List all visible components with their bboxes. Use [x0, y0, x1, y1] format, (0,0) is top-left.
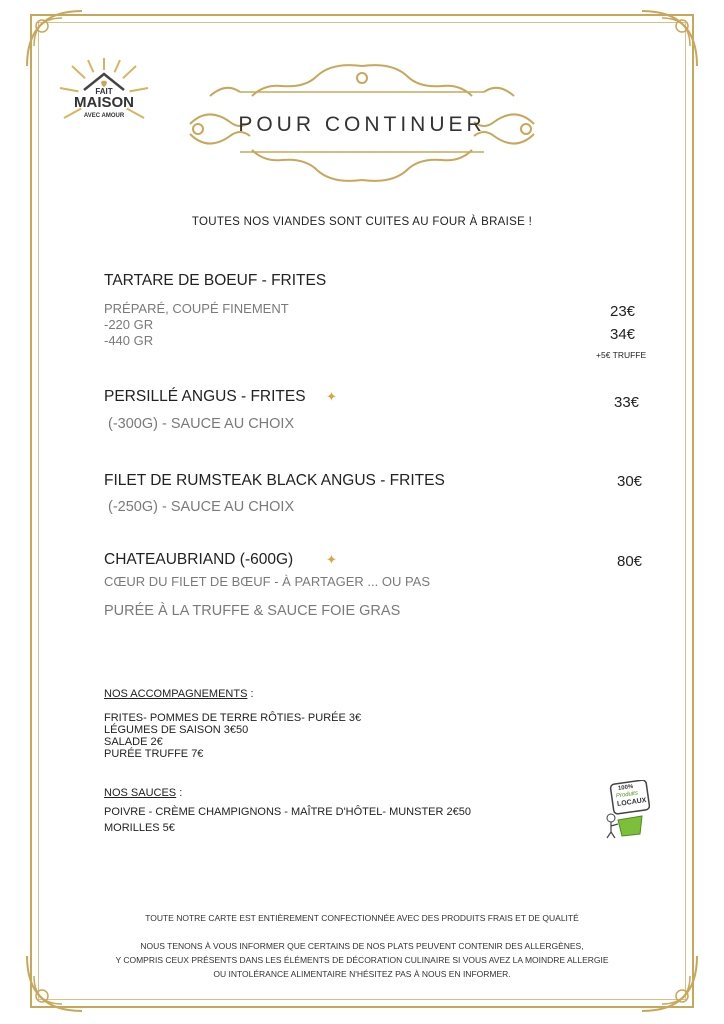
corner-ornament-top-right: [632, 6, 702, 76]
dish-desc-tartare-440: -440 GR: [104, 333, 154, 348]
badge-line2: MAISON: [74, 94, 134, 111]
price-tartare-440: 34€: [610, 326, 636, 343]
dish-name-persille: PERSILLÉ ANGUS - FRITES: [104, 388, 306, 405]
notice-braise: TOUTES NOS VIANDES SONT CUITES AU FOUR À BRAISE !: [191, 216, 533, 228]
price-rumsteak: 30€: [617, 473, 643, 490]
footer-allergen-line2: Y COMPRIS CEUX PRÉSENTS DANS LES ÉLÉMENTS DE DÉCORATION CULINAIRE SI VOUS AVEZ LA MOINDRE ALLERGIE: [115, 955, 609, 965]
dish-name-chateaubriand: CHATEAUBRIAND (-600G): [104, 551, 294, 568]
local-badge-line3: LOCAUX: [616, 796, 647, 809]
badge-line1: FAIT: [95, 87, 113, 96]
dish-desc-chateaubriand-sauce: PURÉE À LA TRUFFE & SAUCE FOIE GRAS: [104, 603, 401, 619]
footer-quality: TOUTE NOTRE CARTE EST ENTIÈREMENT CONFECTIONNÉE AVEC DES PRODUITS FRAIS ET DE QUALITÉ: [145, 913, 579, 923]
local-badge-line1: 100%: [617, 783, 634, 793]
dish-desc-persille: (-300G) - SAUCE AU CHOIX: [108, 416, 295, 432]
dish-desc-tartare-220: -220 GR: [104, 317, 154, 332]
accompagnements-heading-text: NOS ACCOMPAGNEMENTS: [104, 688, 248, 700]
accompagnements-heading: [104, 688, 254, 700]
price-persille: 33€: [614, 394, 640, 411]
sauces-heading-text: NOS SAUCES: [104, 787, 177, 799]
accompagnements-heading-colon: :: [247, 688, 254, 700]
price-tartare-220: 23€: [610, 303, 636, 320]
accompagnement-line: PURÉE TRUFFE 7€: [104, 748, 204, 760]
badge-line3: AVEC AMOUR: [83, 113, 125, 119]
sauces-heading: [104, 787, 182, 799]
footer-allergen-line3: OU INTOLÉRANCE ALIMENTAIRE N'HÉSITEZ PAS À NOUS EN INFORMER.: [213, 969, 511, 979]
dish-desc-chateaubriand: CŒUR DU FILET DE BŒUF - À PARTAGER ... OU PAS: [104, 574, 431, 589]
dish-name-tartare: TARTARE DE BOEUF - FRITES: [104, 272, 327, 289]
price-chateaubriand: 80€: [617, 553, 643, 570]
sparkle-icon: ✦: [326, 552, 337, 567]
accompagnement-line: SALADE 2€: [104, 736, 163, 748]
local-badge-line2: Produits: [615, 790, 639, 800]
footer-allergen-line1: NOUS TENONS À VOUS INFORMER QUE CERTAINS DE NOS PLATS PEUVENT CONTENIR DES ALLERGÈNES,: [140, 941, 584, 951]
accompagnement-line: FRITES- POMMES DE TERRE RÔTIES- PURÉE 3€: [104, 712, 362, 724]
sauce-line: MORILLES 5€: [104, 822, 175, 834]
price-tartare-truffe: +5€ TRUFFE: [596, 350, 647, 360]
sauce-line: POIVRE - CRÈME CHAMPIGNONS - MAÎTRE D'HÔTEL- MUNSTER 2€50: [104, 806, 471, 818]
dish-name-rumsteak: FILET DE RUMSTEAK BLACK ANGUS - FRITES: [104, 472, 445, 489]
accompagnement-line: LÉGUMES DE SAISON 3€50: [104, 724, 249, 736]
local-products-badge: [602, 780, 650, 840]
dish-desc-tartare: PRÉPARÉ, COUPÉ FINEMENT: [104, 301, 289, 316]
sauces-heading-colon: :: [176, 787, 183, 799]
dish-desc-rumsteak: (-250G) - SAUCE AU CHOIX: [108, 499, 295, 515]
sparkle-icon: ✦: [326, 389, 337, 404]
page-title: POUR CONTINUER: [238, 113, 486, 136]
